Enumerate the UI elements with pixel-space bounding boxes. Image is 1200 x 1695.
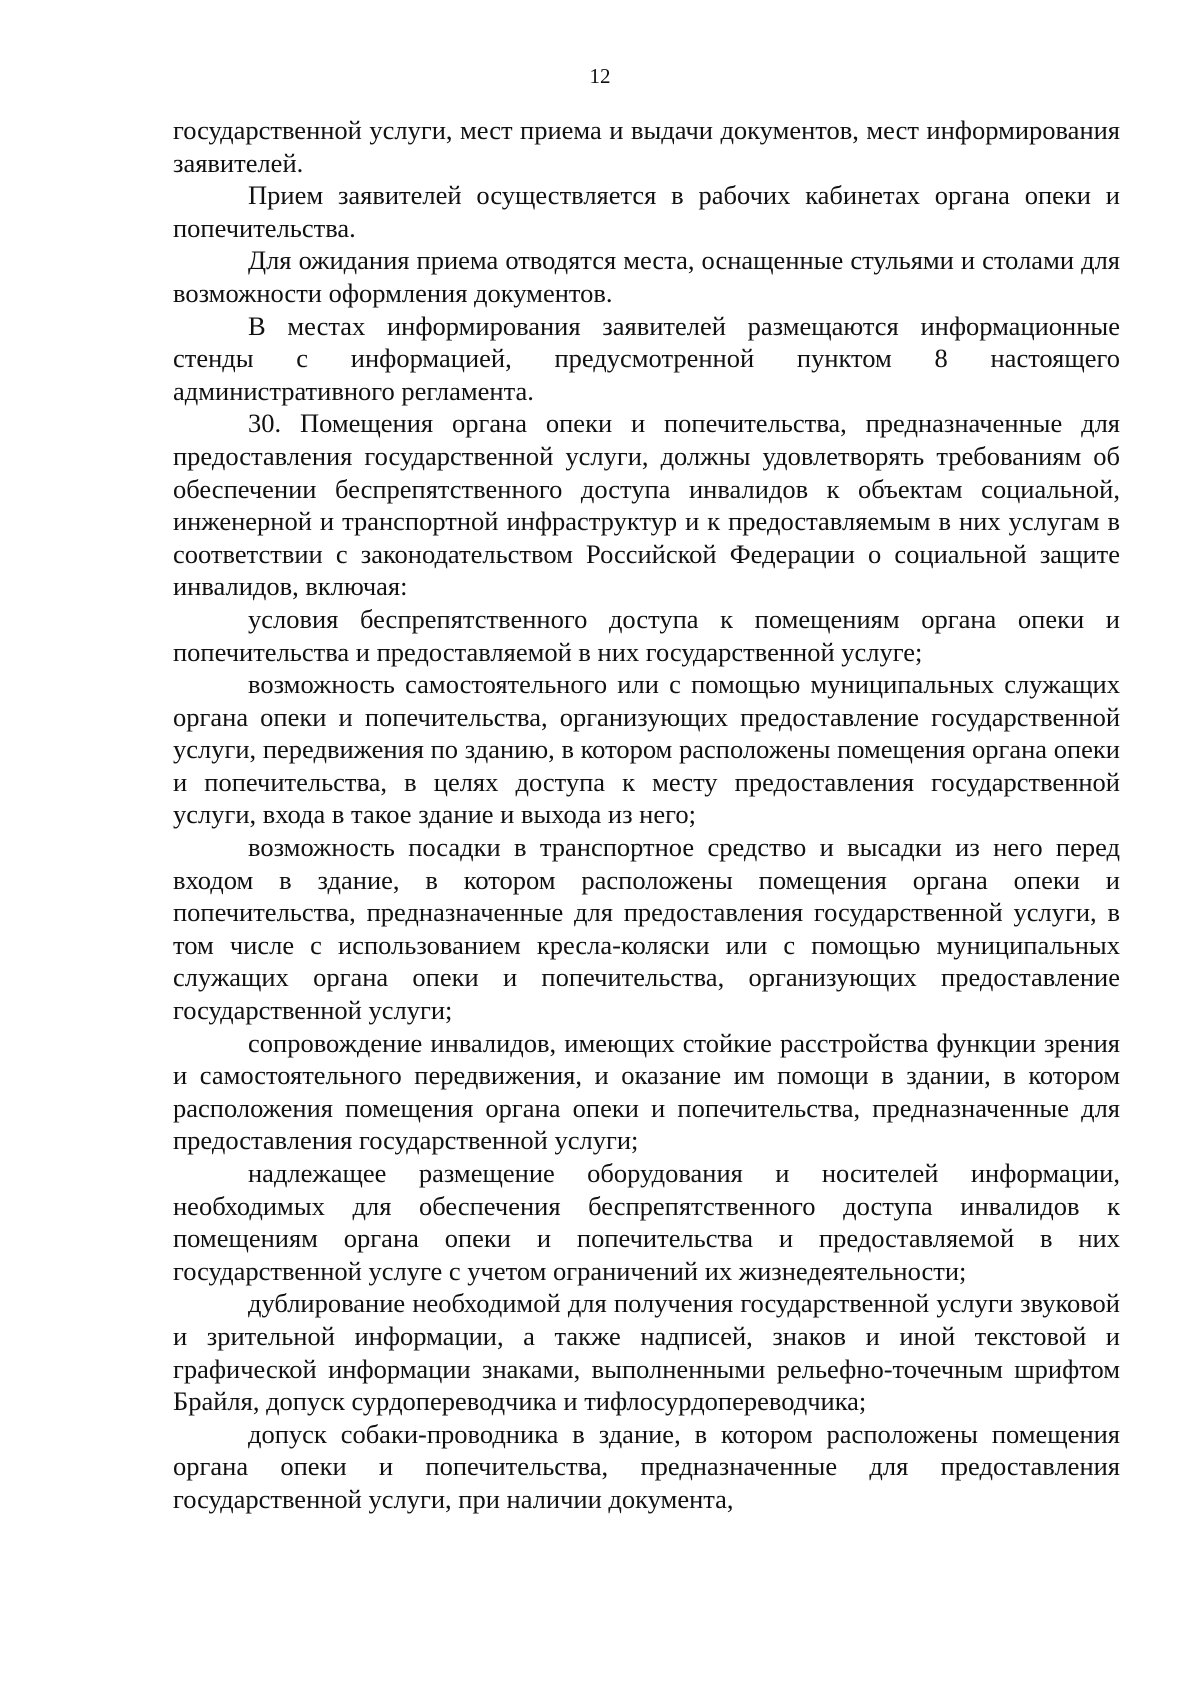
page-number: 12 xyxy=(589,64,611,88)
paragraph-equipment-placement: надлежащее размещение оборудования и носителей информации, необходимых для обеспечения беспрепятственного доступа инвалидов к помещениям органа опеки и попечительства и предоставляемой в них государственной услуге с учетом ограничений их жизнедеятельности; xyxy=(173,1158,1120,1286)
paragraph-access-conditions: условия беспрепятственного доступа к помещениям органа опеки и попечительства и предоставляемой в них государственной услуге; xyxy=(173,603,1120,667)
paragraph-escort: сопровождение инвалидов, имеющих стойкие расстройства функции зрения и самостоятельного передвижения, и оказание им помощи в здании, в котором расположения помещения органа опеки и попечительства, предназначенные для предоставления государственной услуги; xyxy=(173,1027,1120,1156)
document-body xyxy=(173,114,1120,1516)
paragraph-information-stands: В местах информирования заявителей размещаются информационные стенды с информацией, предусмотренной пунктом 8 настоящего административного регламента. xyxy=(173,310,1120,406)
paragraph-waiting-area: Для ожидания приема отводятся места, оснащенные стульями и столами для возможности оформления документов. xyxy=(173,245,1120,308)
paragraph-information-duplication: дублирование необходимой для получения государственной услуги звуковой и зрительной информации, а также надписей, знаков и иной текстовой и графической информации знаками, выполненными рельефно-точечным шрифтом Брайля, допуск сурдопереводчика и тифлосурдопереводчика; xyxy=(173,1288,1120,1417)
paragraph-movement-possibility: возможность самостоятельного или с помощью муниципальных служащих органа опеки и попечительства, организующих предоставление государственной услуги, передвижения по зданию, в котором расположены помещения органа опеки и попечительства, в целях доступа к месту предоставления государственной услуги, входа в такое здание и выхода из него; xyxy=(173,669,1120,830)
paragraph-item-30: 30. Помещения органа опеки и попечительства, предназначенные для предоставления государственной услуги, должны удовлетворять требованиям об обеспечении беспрепятственного доступа инвалидов к объектам социальной, инженерной и транспортной инфраструктур и к предоставляемым в них услугам в соответствии с законодательством Российской Федерации о социальной защите инвалидов, включая: xyxy=(173,408,1120,602)
paragraph-continuation: государственной услуги, мест приема и выдачи документов, мест информирования заявителей. xyxy=(173,115,1120,178)
paragraph-applicant-reception: Прием заявителей осуществляется в рабочих кабинетах органа опеки и попечительства. xyxy=(173,180,1120,243)
paragraph-vehicle-boarding: возможность посадки в транспортное средство и высадки из него перед входом в здание, в котором расположены помещения органа опеки и попечительства, предназначенные для предоставления государственной услуги, в том числе с использованием кресла-коляски или с помощью муниципальных служащих органа опеки и попечительства, организующих предоставление государственной услуги; xyxy=(173,832,1120,1026)
paragraph-guide-dog: допуск собаки-проводника в здание, в котором расположены помещения органа опеки и попечительства, предназначенные для предоставления государственной услуги, при наличии документа, xyxy=(173,1418,1120,1514)
